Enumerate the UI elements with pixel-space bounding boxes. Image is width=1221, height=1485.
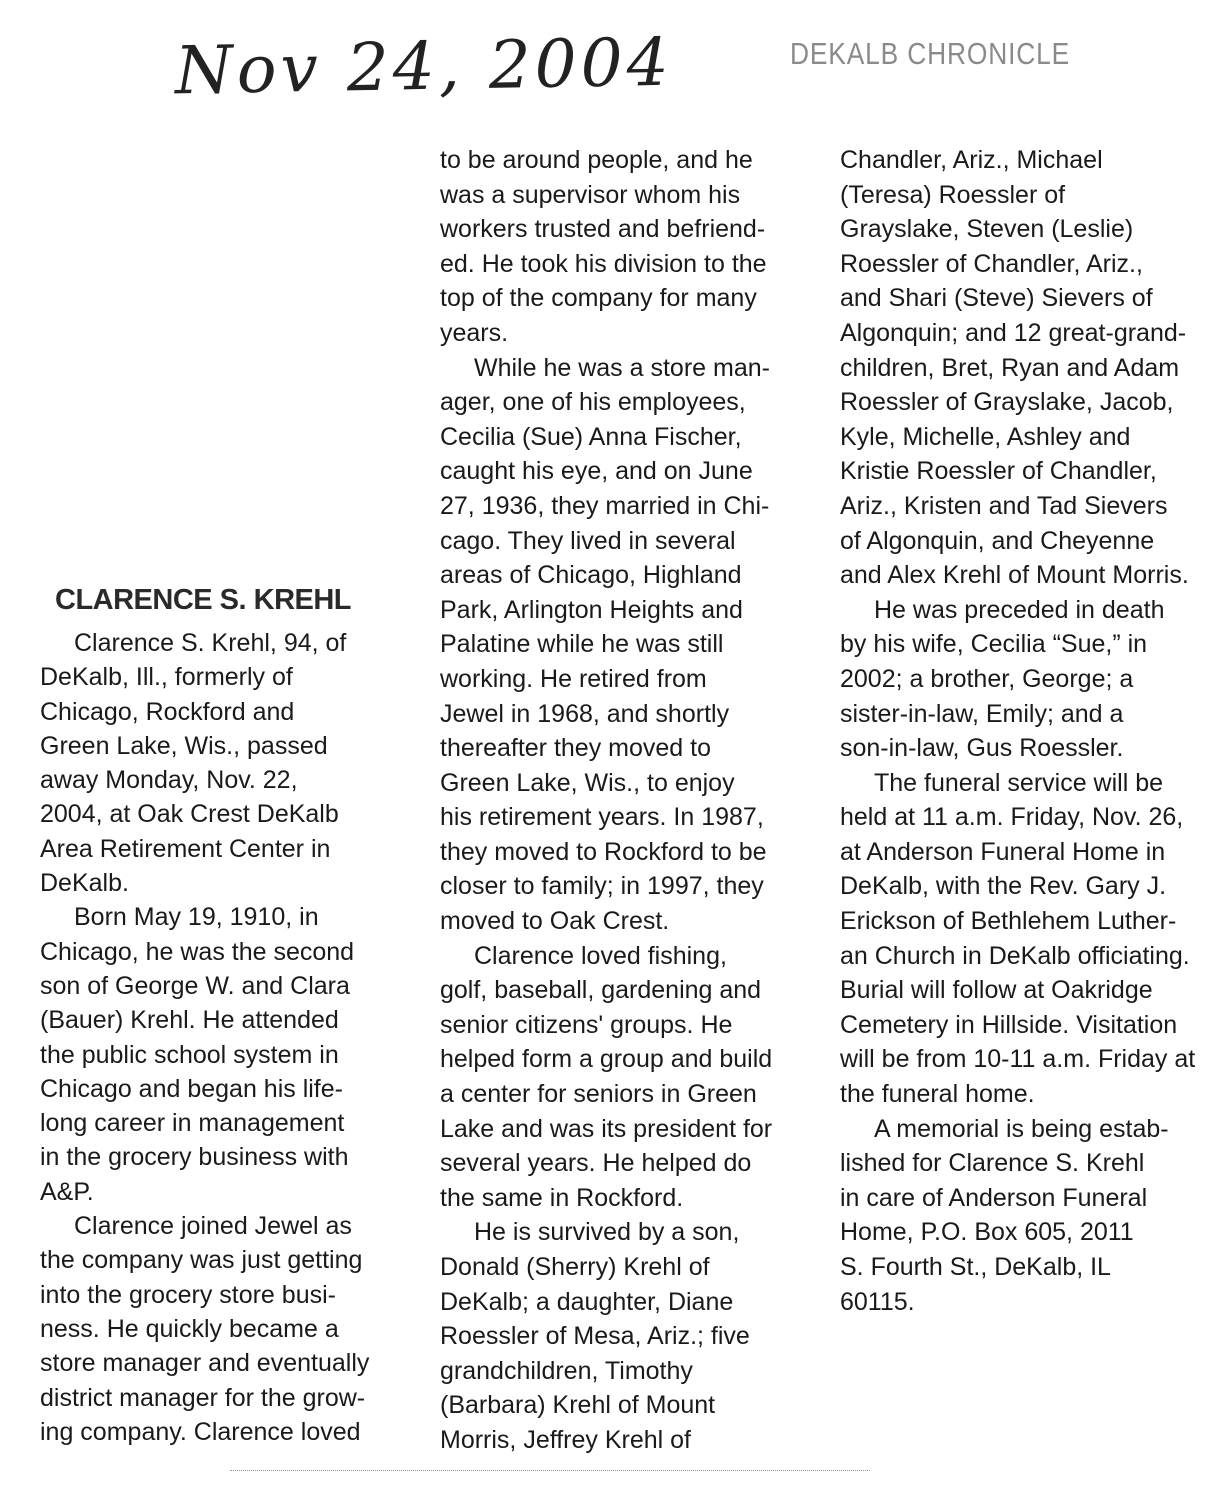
text-line: Roessler of Grayslake, Jacob,: [840, 388, 1174, 417]
text-line: Home, P.O. Box 605, 2011: [840, 1218, 1134, 1247]
text-line: will be from 10-11 a.m. Friday at: [840, 1045, 1196, 1074]
text-line: held at 11 a.m. Friday, Nov. 26,: [840, 803, 1184, 832]
text-line: cago. They lived in several: [440, 526, 736, 555]
text-line: an Church in DeKalb officiating.: [840, 941, 1190, 970]
text-line: ed. He took his division to the: [440, 249, 767, 278]
text-line: Chandler, Ariz., Michael: [840, 146, 1103, 174]
text-line: Palatine while he was still: [440, 630, 724, 659]
text-line: Burial will follow at Oakridge: [840, 976, 1153, 1005]
column-1: [40, 626, 369, 1449]
text-line: Grayslake, Steven (Leslie): [840, 215, 1134, 244]
text-line: ing company. Clarence loved: [40, 1417, 361, 1446]
text-line: 27, 1936, they married in Chi-: [440, 491, 770, 520]
text-line: He was preceded in death: [874, 595, 1165, 624]
text-line: the company was just getting: [40, 1246, 363, 1275]
text-line: children, Bret, Ryan and Adam: [840, 353, 1180, 382]
text-line: Clarence loved fishing,: [474, 941, 727, 970]
text-line: Chicago, Rockford and: [40, 697, 295, 726]
text-line: caught his eye, and on June: [440, 457, 753, 486]
text-line: golf, baseball, gardening and: [440, 976, 762, 1005]
text-line: A memorial is being estab-: [874, 1114, 1169, 1143]
handwritten-date: Nov 24, 2004: [174, 23, 674, 110]
text-line: grandchildren, Timothy: [440, 1356, 693, 1385]
text-line: at Anderson Funeral Home in: [840, 837, 1166, 866]
text-line: Morris, Jeffrey Krehl of: [440, 1425, 692, 1454]
text-line: (Barbara) Krehl of Mount: [440, 1391, 716, 1420]
text-line: away Monday, Nov. 22,: [40, 766, 298, 795]
text-line: district manager for the grow-: [40, 1383, 366, 1412]
text-line: A&P.: [40, 1177, 94, 1206]
text-line: Algonquin; and 12 great-grand-: [840, 318, 1187, 347]
text-line: thereafter they moved to: [440, 734, 711, 763]
text-line: and Shari (Steve) Sievers of: [840, 284, 1153, 313]
text-line: 2002; a brother, George; a: [840, 664, 1134, 693]
text-line: Area Retirement Center in: [40, 834, 331, 863]
text-line: While he was a store man-: [474, 353, 770, 382]
text-line: the same in Rockford.: [440, 1183, 684, 1212]
text-line: Clarence S. Krehl, 94, of: [74, 629, 347, 657]
text-line: to be around people, and he: [440, 146, 753, 174]
text-line: closer to family; in 1997, they: [440, 872, 764, 901]
column-2: [440, 143, 772, 1458]
text-line: Clarence joined Jewel as: [74, 1212, 352, 1241]
text-line: Roessler of Mesa, Ariz.; five: [440, 1322, 750, 1351]
text-line: in care of Anderson Funeral: [840, 1183, 1148, 1212]
text-line: (Bauer) Krehl. He attended: [40, 1006, 339, 1035]
text-line: several years. He helped do: [440, 1149, 752, 1178]
text-line: Cecilia (Sue) Anna Fischer,: [440, 422, 742, 451]
text-line: ness. He quickly became a: [40, 1314, 339, 1343]
text-line: Chicago and began his life-: [40, 1074, 343, 1103]
text-line: son-in-law, Gus Roessler.: [840, 734, 1124, 763]
text-line: years.: [440, 318, 509, 347]
text-line: Chicago, he was the second: [40, 937, 355, 966]
text-line: Lake and was its president for: [440, 1114, 773, 1143]
text-line: they moved to Rockford to be: [440, 837, 767, 866]
text-line: the public school system in: [40, 1040, 339, 1069]
text-line: into the grocery store busi-: [40, 1280, 336, 1309]
text-line: sister-in-law, Emily; and a: [840, 699, 1124, 728]
text-line: DeKalb.: [40, 869, 129, 898]
text-line: by his wife, Cecilia “Sue,” in: [840, 630, 1148, 659]
text-line: the funeral home.: [840, 1080, 1035, 1109]
text-line: store manager and eventually: [40, 1349, 370, 1378]
text-line: Donald (Sherry) Krehl of: [440, 1253, 710, 1281]
text-line: Roessler of Chandler, Ariz.,: [840, 249, 1143, 278]
text-line: 2004, at Oak Crest DeKalb: [40, 800, 339, 829]
column-3: [840, 143, 1195, 1319]
text-line: DeKalb; a daughter, Diane: [440, 1287, 734, 1316]
masthead: DEKALB CHRONICLE: [790, 36, 1071, 71]
text-line: Kyle, Michelle, Ashley and: [840, 422, 1131, 451]
text-line: Born May 19, 1910, in: [74, 903, 319, 932]
text-line: The funeral service will be: [874, 768, 1164, 797]
obituary-headline: CLARENCE S. KREHL: [55, 584, 352, 616]
text-line: He is survived by a son,: [474, 1218, 740, 1247]
text-line: son of George W. and Clara: [40, 971, 350, 1000]
text-line: moved to Oak Crest.: [440, 907, 670, 936]
text-line: helped form a group and build: [440, 1045, 773, 1074]
text-line: Ariz., Kristen and Tad Sievers: [840, 491, 1168, 520]
bottom-edge-rule: [230, 1470, 870, 1471]
text-line: Jewel in 1968, and shortly: [440, 699, 730, 728]
text-line: workers trusted and befriend-: [440, 215, 766, 244]
text-line: his retirement years. In 1987,: [440, 803, 764, 832]
text-line: (Teresa) Roessler of: [840, 180, 1066, 209]
text-line: S. Fourth St., DeKalb, IL: [840, 1253, 1111, 1281]
text-line: in the grocery business with: [40, 1143, 349, 1172]
text-line: was a supervisor whom his: [440, 180, 741, 209]
text-line: and Alex Krehl of Mount Morris.: [840, 561, 1189, 590]
text-line: 60115.: [840, 1287, 915, 1316]
text-line: DeKalb, with the Rev. Gary J.: [840, 872, 1167, 901]
text-line: long career in management: [40, 1109, 345, 1138]
text-line: working. He retired from: [440, 664, 707, 693]
text-line: of Algonquin, and Cheyenne: [840, 526, 1155, 555]
text-line: senior citizens' groups. He: [440, 1010, 733, 1039]
text-line: lished for Clarence S. Krehl: [840, 1149, 1145, 1178]
text-line: Park, Arlington Heights and: [440, 595, 743, 624]
text-line: a center for seniors in Green: [440, 1080, 757, 1109]
text-line: Cemetery in Hillside. Visitation: [840, 1010, 1178, 1039]
text-line: Green Lake, Wis., passed: [40, 731, 328, 760]
text-line: areas of Chicago, Highland: [440, 561, 742, 590]
text-line: ager, one of his employees,: [440, 388, 746, 417]
text-line: Green Lake, Wis., to enjoy: [440, 768, 735, 797]
text-line: DeKalb, Ill., formerly of: [40, 663, 293, 692]
text-line: Kristie Roessler of Chandler,: [840, 457, 1157, 486]
text-line: Erickson of Bethlehem Luther-: [840, 907, 1177, 936]
text-line: top of the company for many: [440, 284, 757, 313]
